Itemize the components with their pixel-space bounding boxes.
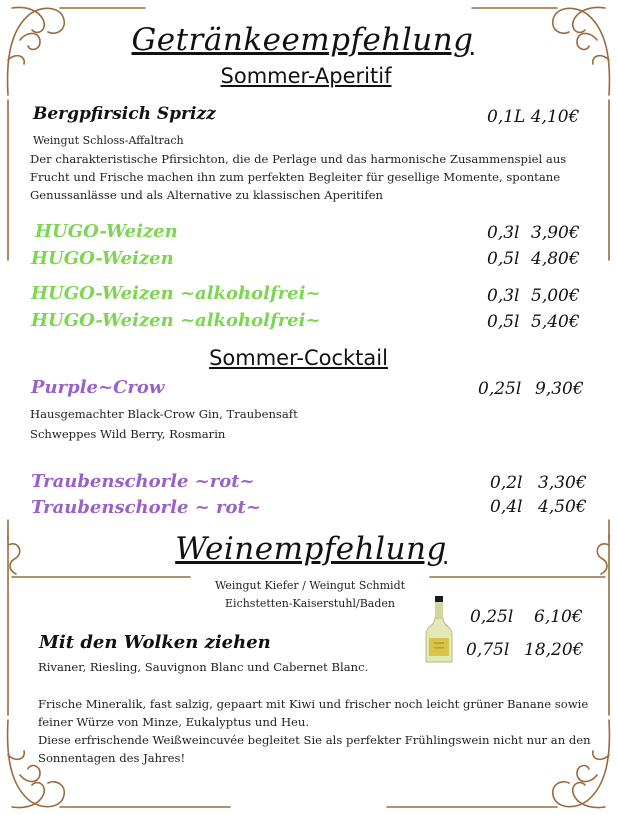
item-price-hugo-alkoholfrei: [487, 312, 580, 332]
price: 9,30€: [535, 379, 584, 399]
item-price-hugo: [487, 223, 580, 243]
price: 4,10€: [530, 107, 580, 127]
description-line: feiner Würze von Minze, Eukalyptus und Heu.: [38, 715, 310, 729]
volume: 0,4l: [490, 497, 523, 517]
menu-title: Getränkeempfehlung: [131, 22, 474, 58]
price: 3,30€: [538, 473, 587, 493]
item-name-hugo: HUGO-Weizen: [31, 248, 174, 269]
price: 5,00€: [531, 286, 580, 306]
wine-region: Eichstetten-Kaiserstuhl/Baden: [225, 597, 395, 610]
price: 4,50€: [538, 497, 587, 517]
description-purple-crow: [30, 404, 298, 444]
description-line: Diese erfrischende Weißweincuvée begleitet Sie als perfekter Frühlingswein nicht nur an den: [38, 733, 591, 747]
volume: 0,75l: [466, 640, 510, 660]
item-name-sprizz: Bergpfirsich Sprizz: [33, 104, 216, 124]
item-price-traubenschorle: [490, 497, 587, 517]
price: 4,80€: [531, 249, 580, 269]
description-line: Schweppes Wild Berry, Rosmarin: [30, 427, 226, 441]
volume: 0,25l: [470, 607, 514, 627]
section-heading-aperitif: Sommer-Aperitif: [220, 64, 392, 88]
description-line: Genussanlässe und als Alternative zu klassischen Aperitifen: [30, 188, 384, 202]
price: 5,40€: [531, 312, 580, 332]
price: 18,20€: [524, 640, 584, 660]
volume: 0,25l: [478, 379, 522, 399]
winery-sprizz: Weingut Schloss-Affaltrach: [33, 134, 184, 147]
volume: 0,3l: [487, 223, 520, 243]
volume: 0,5l: [487, 312, 520, 332]
item-price-wine: [470, 607, 583, 627]
price: 3,90€: [531, 223, 580, 243]
volume: 0,5l: [487, 249, 520, 269]
price: 6,10€: [534, 607, 583, 627]
item-name-hugo: HUGO-Weizen: [35, 221, 178, 242]
volume: 0,3l: [487, 286, 520, 306]
item-price-purple-crow: [478, 379, 584, 399]
item-price-hugo-alkoholfrei: [487, 286, 580, 306]
item-name-traubenschorle: Traubenschorle ~ rot~: [31, 497, 261, 518]
item-name-traubenschorle: Traubenschorle ~rot~: [31, 471, 255, 492]
item-price-traubenschorle: [490, 473, 587, 493]
item-price-wine: [466, 640, 583, 660]
description-line: Frische Mineralik, fast salzig, gepaart mit Kiwi und frischer noch leicht grüner Banane sowie: [38, 697, 589, 711]
volume: 0,2l: [490, 473, 523, 493]
item-name-purple-crow: Purple~Crow: [31, 377, 165, 398]
description-line: Der charakteristische Pfirsichton, die de Perlage und das harmonische Zusammenspiel aus: [30, 152, 567, 166]
description-line: Frucht und Frische machen ihn zum perfekten Begleiter für gesellige Momente, spontane: [30, 170, 561, 184]
description-wine: [38, 695, 591, 767]
description-line: Hausgemachter Black-Crow Gin, Traubensaft: [30, 407, 298, 421]
section-heading-wine: Weinempfehlung: [175, 531, 447, 567]
wine-winery: Weingut Kiefer / Weingut Schmidt: [214, 579, 406, 592]
description-sprizz: [30, 150, 566, 204]
volume: 0,1L: [487, 107, 526, 127]
item-name-wine: Mit den Wolken ziehen: [39, 632, 271, 653]
item-price-sprizz: [487, 107, 579, 127]
item-price-hugo: [487, 249, 580, 269]
item-name-hugo-alkoholfrei: HUGO-Weizen ~alkoholfrei~: [31, 283, 321, 304]
section-heading-cocktail: Sommer-Cocktail: [209, 346, 388, 370]
wine-grapes: Rivaner, Riesling, Sauvignon Blanc und Cabernet Blanc.: [38, 660, 369, 674]
description-line: Sonnentagen des Jahres!: [38, 751, 186, 765]
wine-bottle-icon: [422, 596, 456, 664]
item-name-hugo-alkoholfrei: HUGO-Weizen ~alkoholfrei~: [31, 310, 321, 331]
